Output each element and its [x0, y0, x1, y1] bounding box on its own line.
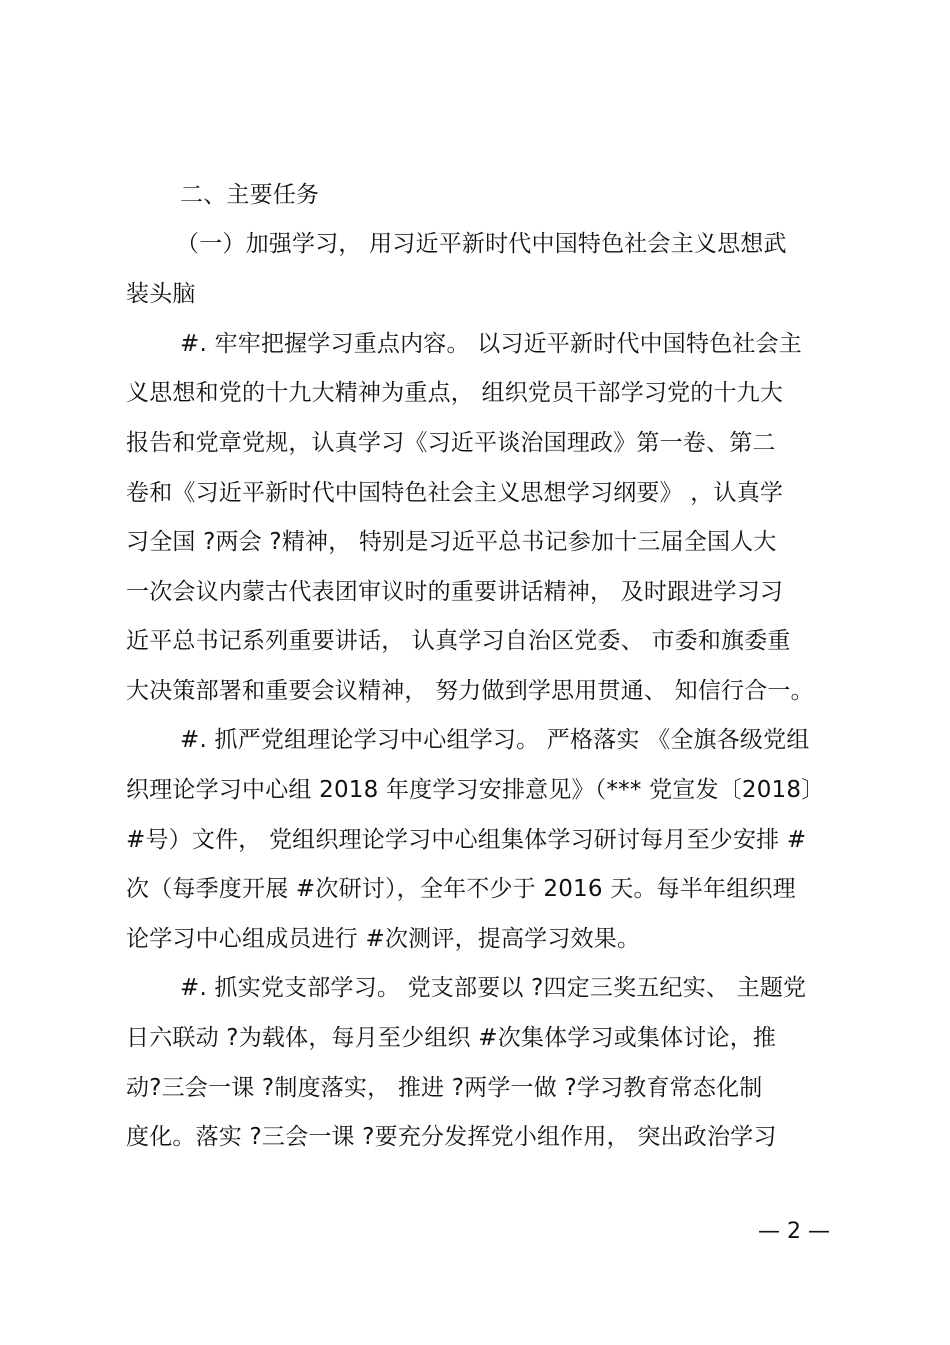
paragraph-line: 习全国 ?两会 ?精神， 特别是习近平总书记参加十三届全国人大: [126, 529, 777, 555]
paragraph-line: #号）文件， 党组织理论学习中心组集体学习研讨每月至少安排 #: [126, 827, 807, 853]
paragraph-line: 度化。落实 ?三会一课 ?要充分发挥党小组作用， 突出政治学习: [126, 1124, 777, 1150]
section-heading: 二、主要任务: [180, 182, 320, 208]
paragraph-line: 一次会议内蒙古代表团审议时的重要讲话精神， 及时跟进学习习: [126, 579, 784, 605]
paragraph-line: 动?三会一课 ?制度落实， 推进 ?两学一做 ?学习教育常态化制: [126, 1075, 763, 1101]
paragraph-line: #. 牢牢把握学习重点内容。 以习近平新时代中国特色社会主: [180, 331, 803, 357]
paragraph-line: 卷和《习近平新时代中国特色社会主义思想学习纲要》 ，认真学: [126, 480, 784, 506]
subsection-heading-cont: 装头脑: [126, 281, 196, 307]
page-number: — 2 —: [758, 1219, 830, 1244]
paragraph-line: 日六联动 ?为载体，每月至少组织 #次集体学习或集体讨论，推: [126, 1025, 777, 1051]
paragraph-line: #. 抓严党组理论学习中心组学习。 严格落实 《全旗各级党组: [180, 727, 810, 753]
paragraph-line: 论学习中心组成员进行 #次测评，提高学习效果。: [126, 926, 641, 952]
subsection-heading: （一）加强学习， 用习近平新时代中国特色社会主义思想武: [176, 231, 787, 257]
paragraph-line: #. 抓实党支部学习。 党支部要以 ?四定三奖五纪实、 主题党: [180, 975, 807, 1001]
paragraph-line: 大决策部署和重要会议精神， 努力做到学思用贯通、 知信行合一。: [126, 678, 814, 704]
paragraph-line: 近平总书记系列重要讲话， 认真学习自治区党委、 市委和旗委重: [126, 628, 791, 654]
paragraph-line: 义思想和党的十九大精神为重点， 组织党员干部学习党的十九大: [126, 380, 784, 406]
paragraph-line: 次（每季度开展 #次研讨），全年不少于 2016 天。每半年组织理: [126, 876, 796, 902]
paragraph-line: 织理论学习中心组 2018 年度学习安排意见》（*** 党宣发〔2018〕: [126, 777, 825, 803]
paragraph-line: 报告和党章党规，认真学习《习近平谈治国理政》第一卷、第二: [126, 430, 776, 456]
